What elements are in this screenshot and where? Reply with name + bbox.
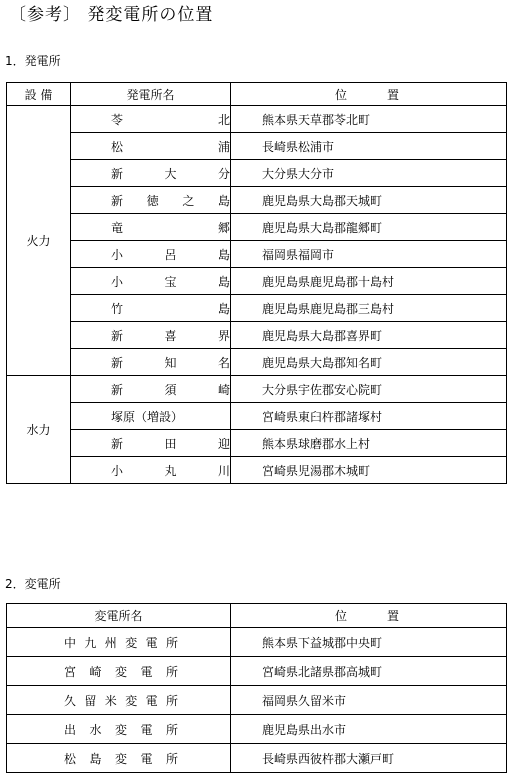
- plant-name: 新大分: [111, 166, 230, 181]
- plant-name-cell: [71, 268, 231, 295]
- plant-name: 新田迎: [111, 436, 230, 451]
- facility-group-label: 火力: [7, 106, 71, 376]
- substation-name: 中九州変電所: [64, 635, 178, 650]
- location-header-a: 位: [335, 87, 348, 102]
- substation-name: 宮崎変電所: [64, 664, 178, 679]
- plant-name: 新徳之島: [111, 193, 230, 208]
- plant-name-cell: [71, 457, 231, 484]
- table-row: [7, 133, 507, 160]
- plant-name: 竜郷: [111, 220, 230, 235]
- table-row: [7, 457, 507, 484]
- table-row: [7, 376, 507, 403]
- plant-name-cell: [71, 403, 231, 430]
- plant-location: 福岡県福岡市: [231, 241, 507, 268]
- plant-location: 熊本県球磨郡水上村: [231, 430, 507, 457]
- table-row: [7, 430, 507, 457]
- column-header-location: [231, 83, 507, 106]
- substation-location: 宮崎県北諸県郡高城町: [231, 657, 507, 686]
- plant-location: 大分県宇佐郡安心院町: [231, 376, 507, 403]
- table-row: [7, 715, 507, 744]
- plant-name-cell: [71, 241, 231, 268]
- table-row: [7, 349, 507, 376]
- plant-name: 塚原（増設）: [111, 409, 184, 424]
- substation-location: 熊本県下益城郡中央町: [231, 628, 507, 657]
- plant-name-cell: [71, 214, 231, 241]
- table-row: [7, 187, 507, 214]
- table-row: [7, 628, 507, 657]
- plant-name: 苓北: [111, 112, 230, 127]
- plant-name: 新喜界: [111, 328, 230, 343]
- substation-name-cell: [7, 744, 231, 773]
- location-header-a: 位: [335, 609, 348, 623]
- plant-name: 小宝島: [111, 274, 230, 289]
- plant-location: 鹿児島県大島郡知名町: [231, 349, 507, 376]
- plant-name-cell: [71, 322, 231, 349]
- table-row: [7, 744, 507, 773]
- section-heading-substations: 2．変電所: [5, 577, 61, 591]
- substation-location: 福岡県久留米市: [231, 686, 507, 715]
- plant-location: 長崎県松浦市: [231, 133, 507, 160]
- table-row: [7, 160, 507, 187]
- substation-name-cell: [7, 657, 231, 686]
- plant-name-cell: [71, 430, 231, 457]
- power-plants-table: [6, 82, 507, 484]
- plant-name-cell: [71, 187, 231, 214]
- plant-name: 新須崎: [111, 382, 230, 397]
- plant-name: 新知名: [111, 355, 230, 370]
- plant-name-cell: [71, 295, 231, 322]
- location-header-b: 置: [387, 87, 400, 102]
- table-row: [7, 322, 507, 349]
- table-row: [7, 403, 507, 430]
- plant-location: 鹿児島県大島郡喜界町: [231, 322, 507, 349]
- substation-name-cell: [7, 715, 231, 744]
- plant-name-cell: [71, 349, 231, 376]
- plant-name-cell: [71, 133, 231, 160]
- column-header-facility: 設 備: [7, 83, 71, 106]
- substation-location: 長崎県西彼杵郡大瀬戸町: [231, 744, 507, 773]
- table-row: [7, 657, 507, 686]
- facility-group-label: 水力: [7, 376, 71, 484]
- plant-name: 小呂島: [111, 247, 230, 262]
- table-row: [7, 241, 507, 268]
- substation-name: 久留米変電所: [64, 693, 178, 708]
- column-header-location: [231, 604, 507, 628]
- plant-location: 熊本県天草郡苓北町: [231, 106, 507, 133]
- table-row: [7, 686, 507, 715]
- plant-name-cell: [71, 160, 231, 187]
- plant-location: 大分県大分市: [231, 160, 507, 187]
- plant-name-cell: [71, 106, 231, 133]
- substation-name: 松島変電所: [64, 751, 178, 766]
- plant-location: 宮崎県児湯郡木城町: [231, 457, 507, 484]
- substation-location: 鹿児島県出水市: [231, 715, 507, 744]
- plant-name-cell: [71, 376, 231, 403]
- substation-name-cell: [7, 628, 231, 657]
- plant-location: 鹿児島県鹿児島郡三島村: [231, 295, 507, 322]
- plant-name: 松浦: [111, 139, 230, 154]
- plant-location: 鹿児島県大島郡天城町: [231, 187, 507, 214]
- plant-name: 竹島: [111, 301, 230, 316]
- table-row: [7, 106, 507, 133]
- table-row: [7, 268, 507, 295]
- plant-name: 小丸川: [111, 463, 230, 478]
- substation-name: 出水変電所: [64, 722, 178, 737]
- table-header-row: [7, 604, 507, 628]
- table-header-row: [7, 83, 507, 106]
- page-title: 〔参考〕 発変電所の位置: [9, 5, 214, 25]
- table-row: [7, 214, 507, 241]
- plant-location: 鹿児島県鹿児島郡十島村: [231, 268, 507, 295]
- location-header-b: 置: [387, 609, 400, 623]
- plant-location: 鹿児島県大島郡龍郷町: [231, 214, 507, 241]
- plant-location: 宮崎県東臼杵郡諸塚村: [231, 403, 507, 430]
- table-row: [7, 295, 507, 322]
- substation-name-cell: [7, 686, 231, 715]
- section-heading-power-plants: 1．発電所: [5, 54, 61, 68]
- column-header-plant-name: 発電所名: [71, 83, 231, 106]
- column-header-substation-name: 変電所名: [7, 604, 231, 628]
- substations-table: [6, 603, 507, 773]
